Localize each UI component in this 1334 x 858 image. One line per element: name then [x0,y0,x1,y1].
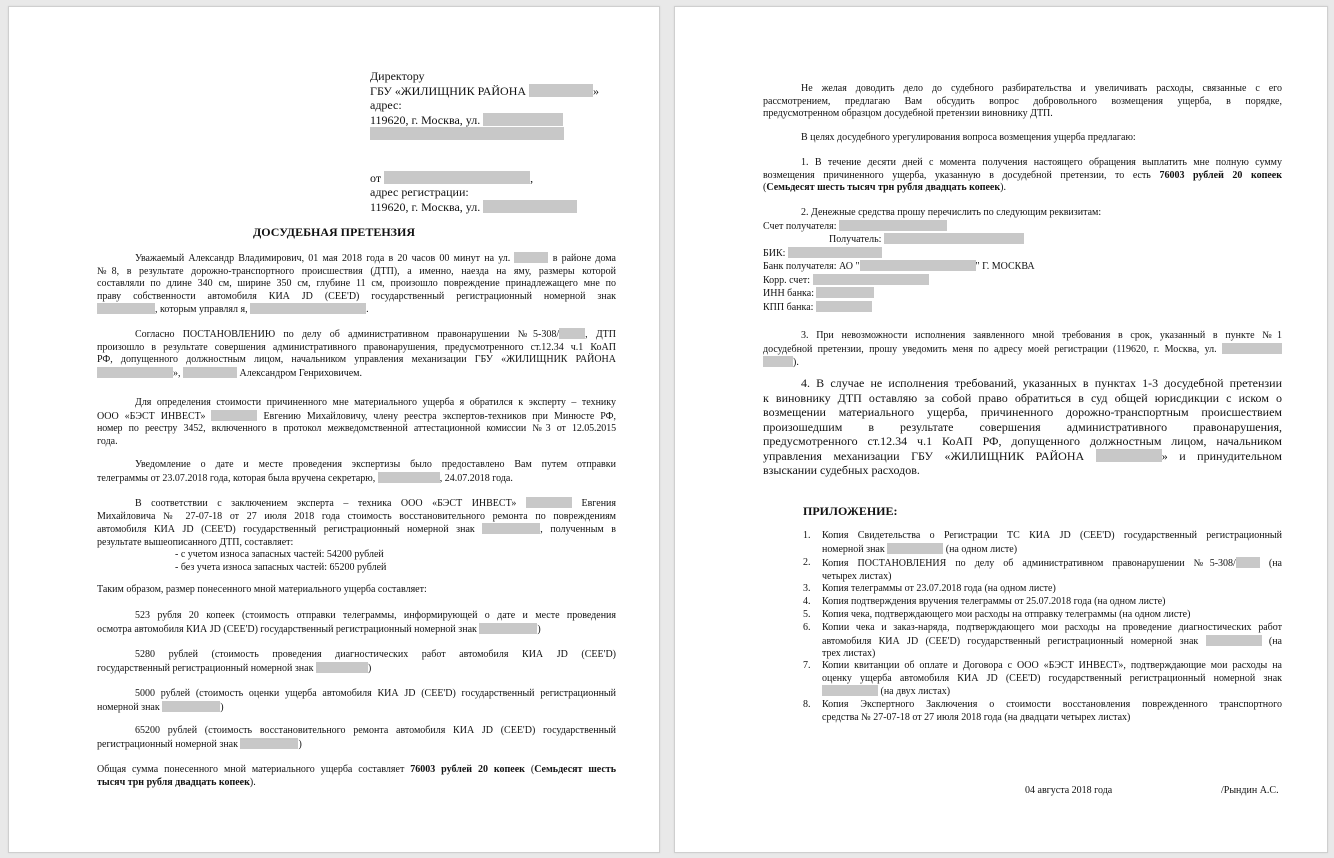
appendix-item: Копия телеграммы от 23.07.2018 года (на одном листе) [822,583,1056,594]
paragraph-conclusion: В соответствии с заключением эксперта – техника ООО «БЭСТ ИНВЕСТ» Евгения Михайловича № 27-07-18 от 27 июля 2018 года стоимость восстановительного ремонта по повреждениям автомобиля КИА JD (CEE'D) государственный регистрационный номерной знак , полученным в результате вышеописанного ДТП, составляет: - с учетом износа запасных частей: 54200 рублей - без учета износа запасных частей: 65200 рублей [97,498,617,573]
appendix-num: 5. [803,609,811,620]
redacted-block [788,247,882,258]
redacted-block [378,472,440,483]
address-line: 119620, г. Москва, ул. [370,113,630,128]
redacted-block [479,623,537,634]
requirement-4: 4. В случае не исполнения требований, указанных в пунктах 1-3 досудебной претензии к виновнику ДТП оставляю за собой право обратиться в суд общей юрисдикции с иском о возмещении материального ущерба, причиненного дорожно-транспортным происшествием произошедшим в результате совершения административного правонарушения, предусмотренного ст.12.34 ч.1 КоАП РФ, допущенного должностным лицом, начальником управления механизации ГБУ «ЖИЛИЩНИК РАЙОНА » и принудительном взыскании судебных расходов. [763,376,1283,477]
redacted-block [211,410,257,421]
appendix-num: 8. [803,699,811,710]
document-date: 04 августа 2018 года [1025,785,1113,796]
address-label: адрес: [370,98,402,112]
paragraph-notice: Уведомление о дате и месте проведения экспертизы было предоставлено Вам путем отправки телеграммы от 23.07.2018 года, которая была вручена секретарю, , 24.07.2018 года. [97,459,616,484]
paragraph-total: Общая сумма понесенного мной материального ущерба составляет 76003 рублей 20 копеек (Семьдесят шесть тысяч трн рубля двадцать копеек). [97,764,617,788]
appendix-item: Копия чека, подтверждающего мои расходы на отправку телеграммы (на одном листе) [822,609,1191,620]
redacted-block [813,274,929,285]
appendix-item: Копии чека и заказ-наряда, подтверждающего мои расходы на проведение диагностических работ автомобиля КИА JD (CEE'D) государственный регистрационный номерной знак (на трех листах) [822,622,1282,659]
reg-address-line: 119620, г. Москва, ул. [370,200,630,215]
redacted-block [887,543,943,554]
appendix-num: 7. [803,660,811,671]
redacted-block [316,662,368,673]
appendix-item: Копия Свидетельства о Регистрации ТС КИА JD (CEE'D) государственный регистрационный номерной знак (на одном листе) [822,530,1282,555]
reg-label: адрес регистрации: [370,185,469,199]
redacted-block [559,328,585,339]
redacted-block [839,220,947,231]
addressee-block [370,69,630,214]
paragraph-damage-intro: Таким образом, размер понесенного мной материального ущерба составляет: [97,584,427,595]
redacted-block [860,260,976,271]
redacted-block [1206,635,1262,646]
paragraph-settlement-intro: В целях досудебного урегулирования вопроса возмещения ущерба предлагаю: [801,132,1136,143]
redacted-block [529,84,593,97]
redacted-block [1096,449,1162,462]
redacted-block [482,523,540,534]
appendix-item: Копия Экспертного Заключения о стоимости восстановления поврежденного транспортного средства № 27-07-18 от 27 июля 2018 года (на двадцати четырех листах) [822,699,1282,723]
addressee-org: ГБУ «ЖИЛИЩНИК РАЙОНА » [370,83,600,98]
redacted-block [1222,343,1282,354]
from-line: от , [370,170,534,185]
redacted-block [526,497,572,508]
cost-item-repair: 65200 рублей (стоимость восстановительного ремонта автомобиля КИА JD (CEE'D) государственный регистрационный номерной знак ) [97,725,616,750]
redacted-block [183,367,237,378]
document-page-left [8,6,660,853]
redacted-block [884,233,1024,244]
addressee-to: Директору [370,69,425,83]
signature: /Рындин А.С. [1221,785,1279,796]
document-title: ДОСУДЕБНАЯ ПРЕТЕНЗИЯ [252,225,416,239]
appendix-num: 4. [803,596,811,607]
redacted-block [162,701,220,712]
cost-item-assessment: 5000 рублей (стоимость оценки ущерба автомобиля КИА JD (CEE'D) государственный регистрационный номерной знак ) [97,688,616,713]
redacted-block [822,685,878,696]
redacted-block [763,356,793,367]
redacted-block [483,113,563,126]
redacted-block [384,171,530,184]
appendix-item: Копии квитанции об оплате и Договора с ООО «БЭСТ ИНВЕСТ», подтверждающие мои расходы на оценку ущерба автомобиля КИА JD (CEE'D) государственный регистрационный номерной знак (на двух листах) [822,660,1282,697]
appendix-num: 2. [803,557,811,568]
redacted-block [816,287,874,298]
appendix-num: 1. [803,530,811,541]
cost-item-telegram: 523 рубля 20 копеек (стоимость отправки телеграммы, информирующей о дате и месте проведения осмотра автомобиля КИА JD (CEE'D) государственный регистрационный номерной знак ) [97,610,616,635]
redacted-block [370,127,564,140]
redacted-block [514,252,548,263]
redacted-block [816,301,872,312]
appendix-item: Копия подтверждения вручения телеграммы от 25.07.2018 года (на одном листе) [822,596,1166,607]
paragraph-proposal: Не желая доводить дело до судебного разбирательства и увеличивать расходы, связанные с его рассмотрением, предлагаю Вам обсудить вопрос добровольного возмещения ущерба, в порядке, предусмотренном образцом досудебной претензии виновнику ДТП. [763,83,1282,119]
redacted-block [1236,557,1260,568]
requirement-3: 3. При невозможности исполнения заявленного мной требования в срок, указанный в пункте №1 досудебной претензии, прошу уведомить меня по адресу моей регистрации (119620, г. Москва, ул. ). [763,330,1282,368]
requirement-2-bank-details: 2. Денежные средства прошу перечислить по следующим реквизитам: Счет получателя: Получатель: БИК: Банк получателя: АО " " Г. МОСКВА Корр. счет: ИНН банка: КПП банка: [763,207,1102,313]
redacted-block [240,738,298,749]
redacted-block [97,367,173,378]
appendix-item: Копия ПОСТАНОВЛЕНИЯ по делу об административном правонарушении №5-308/ (на четырех листах) [822,558,1282,582]
cost-item-diagnostics: 5280 рублей (стоимость проведения диагностических работ автомобиля КИА JD (CEE'D) государственный регистрационный номерной знак ) [97,649,616,674]
appendix-num: 6. [803,622,811,633]
requirement-1: 1. В течение десяти дней с момента получения настоящего обращения выплатить мне полную сумму возмещения причиненного ущерба, указанную в досудебной претензии, то есть 76003 рублей 20 копеек (Семьдесят шесть тысяч трн рубля двадцать копеек). [763,157,1282,193]
redacted-block [483,200,577,213]
paragraph-incident: Уважаемый Александр Владимирович, 01 мая 2018 года в 20 часов 00 минут на ул. в районе дома №8, в результате дорожно-транспортного происшествия (ДТП), а именно, наезда на яму, размеры которой составляли по длине 340 см, ширине 350 см, глубине 11 см, произошло повреждение принадлежащего мне по праву собственности автомобиля КИА JD (CEE'D) государственный регистрационный номерной знак , которым управлял я, . [97,253,616,315]
document-page-right [674,6,1328,853]
appendix-title: ПРИЛОЖЕНИЕ: [803,504,898,518]
paragraph-ruling: Согласно ПОСТАНОВЛЕНИЮ по делу об административном правонарушении №5-308/ , ДТП произошло в результате совершения административного правонарушения, предусмотренного ст.12.34 ч.1 КоАП РФ, допущенного должностным лицом, начальником управления механизации ГБУ «ЖИЛИЩНИК РАЙОНА », Александром Генриховичем. [97,329,616,379]
redacted-block [97,303,155,314]
redacted-block [250,303,366,314]
paragraph-expert: Для определения стоимости причиненного мне материального ущерба я обратился к эксперту – технику ООО «БЭСТ ИНВЕСТ» Евгению Михайловичу, члену реестра экспертов-техников при Минюсте РФ, номер по реестру 3452, включенного в протокол межведомственной аттестационной комиссии №3 от 12.05.2015 года. [97,397,617,447]
appendix-num: 3. [803,583,811,594]
